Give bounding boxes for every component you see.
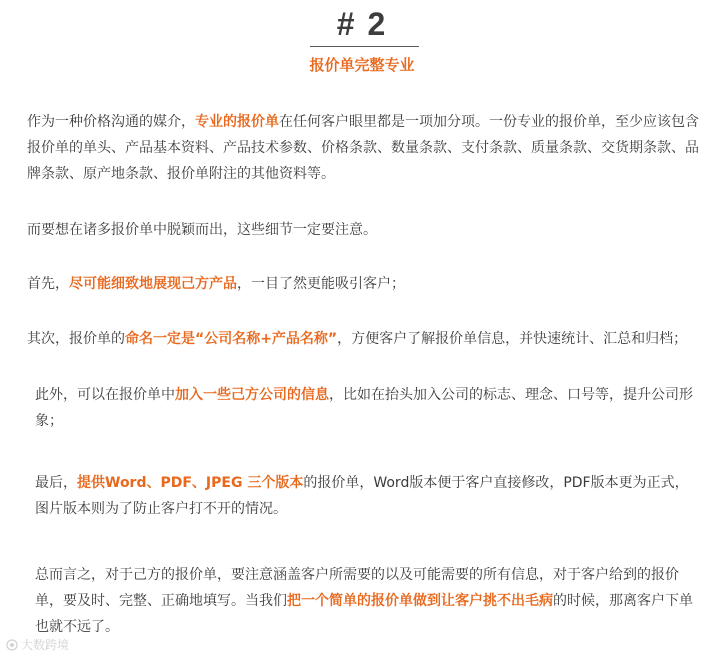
paragraph-additionally [35, 382, 699, 434]
text: ，一目了然更能吸引客户； [237, 276, 405, 292]
highlight-text: 专业的报价单 [195, 114, 279, 130]
highlight-text: 命名一定是“公司名称+产品名称” [125, 331, 338, 347]
text: 的时候，那离客户下单也就不远了。 [35, 593, 693, 635]
text: ，比如在抬头加入公司的标志、理念、口号等，提升公司形象； [35, 387, 693, 429]
section-number: # 2 [336, 6, 388, 42]
text: 而要想在诸多报价单中脱颖而出，这些细节一定要注意。 [27, 222, 377, 238]
text: 最后， [35, 475, 77, 491]
section-title: 报价单完整专业 [309, 56, 415, 74]
text: 在任何客户眼里都是一项加分项。一份专业的报价单，至少应该包含报价单的单头、产品基本资料、产品技术参数、价格条款、数量条款、支付条款、质量条款、交货期条款、品牌条款、原产地条款、报价单附注的其他资料等。 [27, 114, 699, 182]
paragraph-second [27, 326, 699, 352]
watermark-text: 大数跨境 [21, 638, 70, 652]
highlight-text: 加入一些己方公司的信息 [175, 387, 329, 403]
text: 总而言之，对于己方的报价单，要注意涵盖客户所需要的以及可能需要的所有信息，对于客户给到的报价单，要及时、完整、正确地填写。当我们 [35, 567, 679, 609]
paragraph-transition [27, 217, 699, 243]
text: 此外，可以在报价单中 [35, 387, 175, 403]
paragraph-finally [35, 470, 699, 522]
logo-icon [6, 639, 18, 651]
paragraph-first [27, 271, 699, 297]
text: ，方便客户了解报价单信息，并快速统计、汇总和归档； [337, 331, 688, 347]
highlight-text: 提供Word、PDF、JPEG 三个版本 [77, 475, 304, 491]
paragraph-conclusion [35, 562, 699, 640]
text: 作为一种价格沟通的媒介， [27, 114, 195, 130]
paragraph-intro [27, 109, 699, 187]
title-divider [310, 46, 419, 47]
highlight-text: 把一个简单的报价单做到让客户挑不出毛病 [287, 593, 553, 609]
highlight-text: 尽可能细致地展现己方产品 [69, 276, 237, 292]
text: 的报价单，Word版本便于客户直接修改，PDF版本更为正式，图片版本则为了防止客户打不开的情况。 [35, 475, 689, 517]
watermark [6, 636, 69, 653]
text: 其次，报价单的 [27, 331, 125, 347]
text: 首先， [27, 276, 69, 292]
